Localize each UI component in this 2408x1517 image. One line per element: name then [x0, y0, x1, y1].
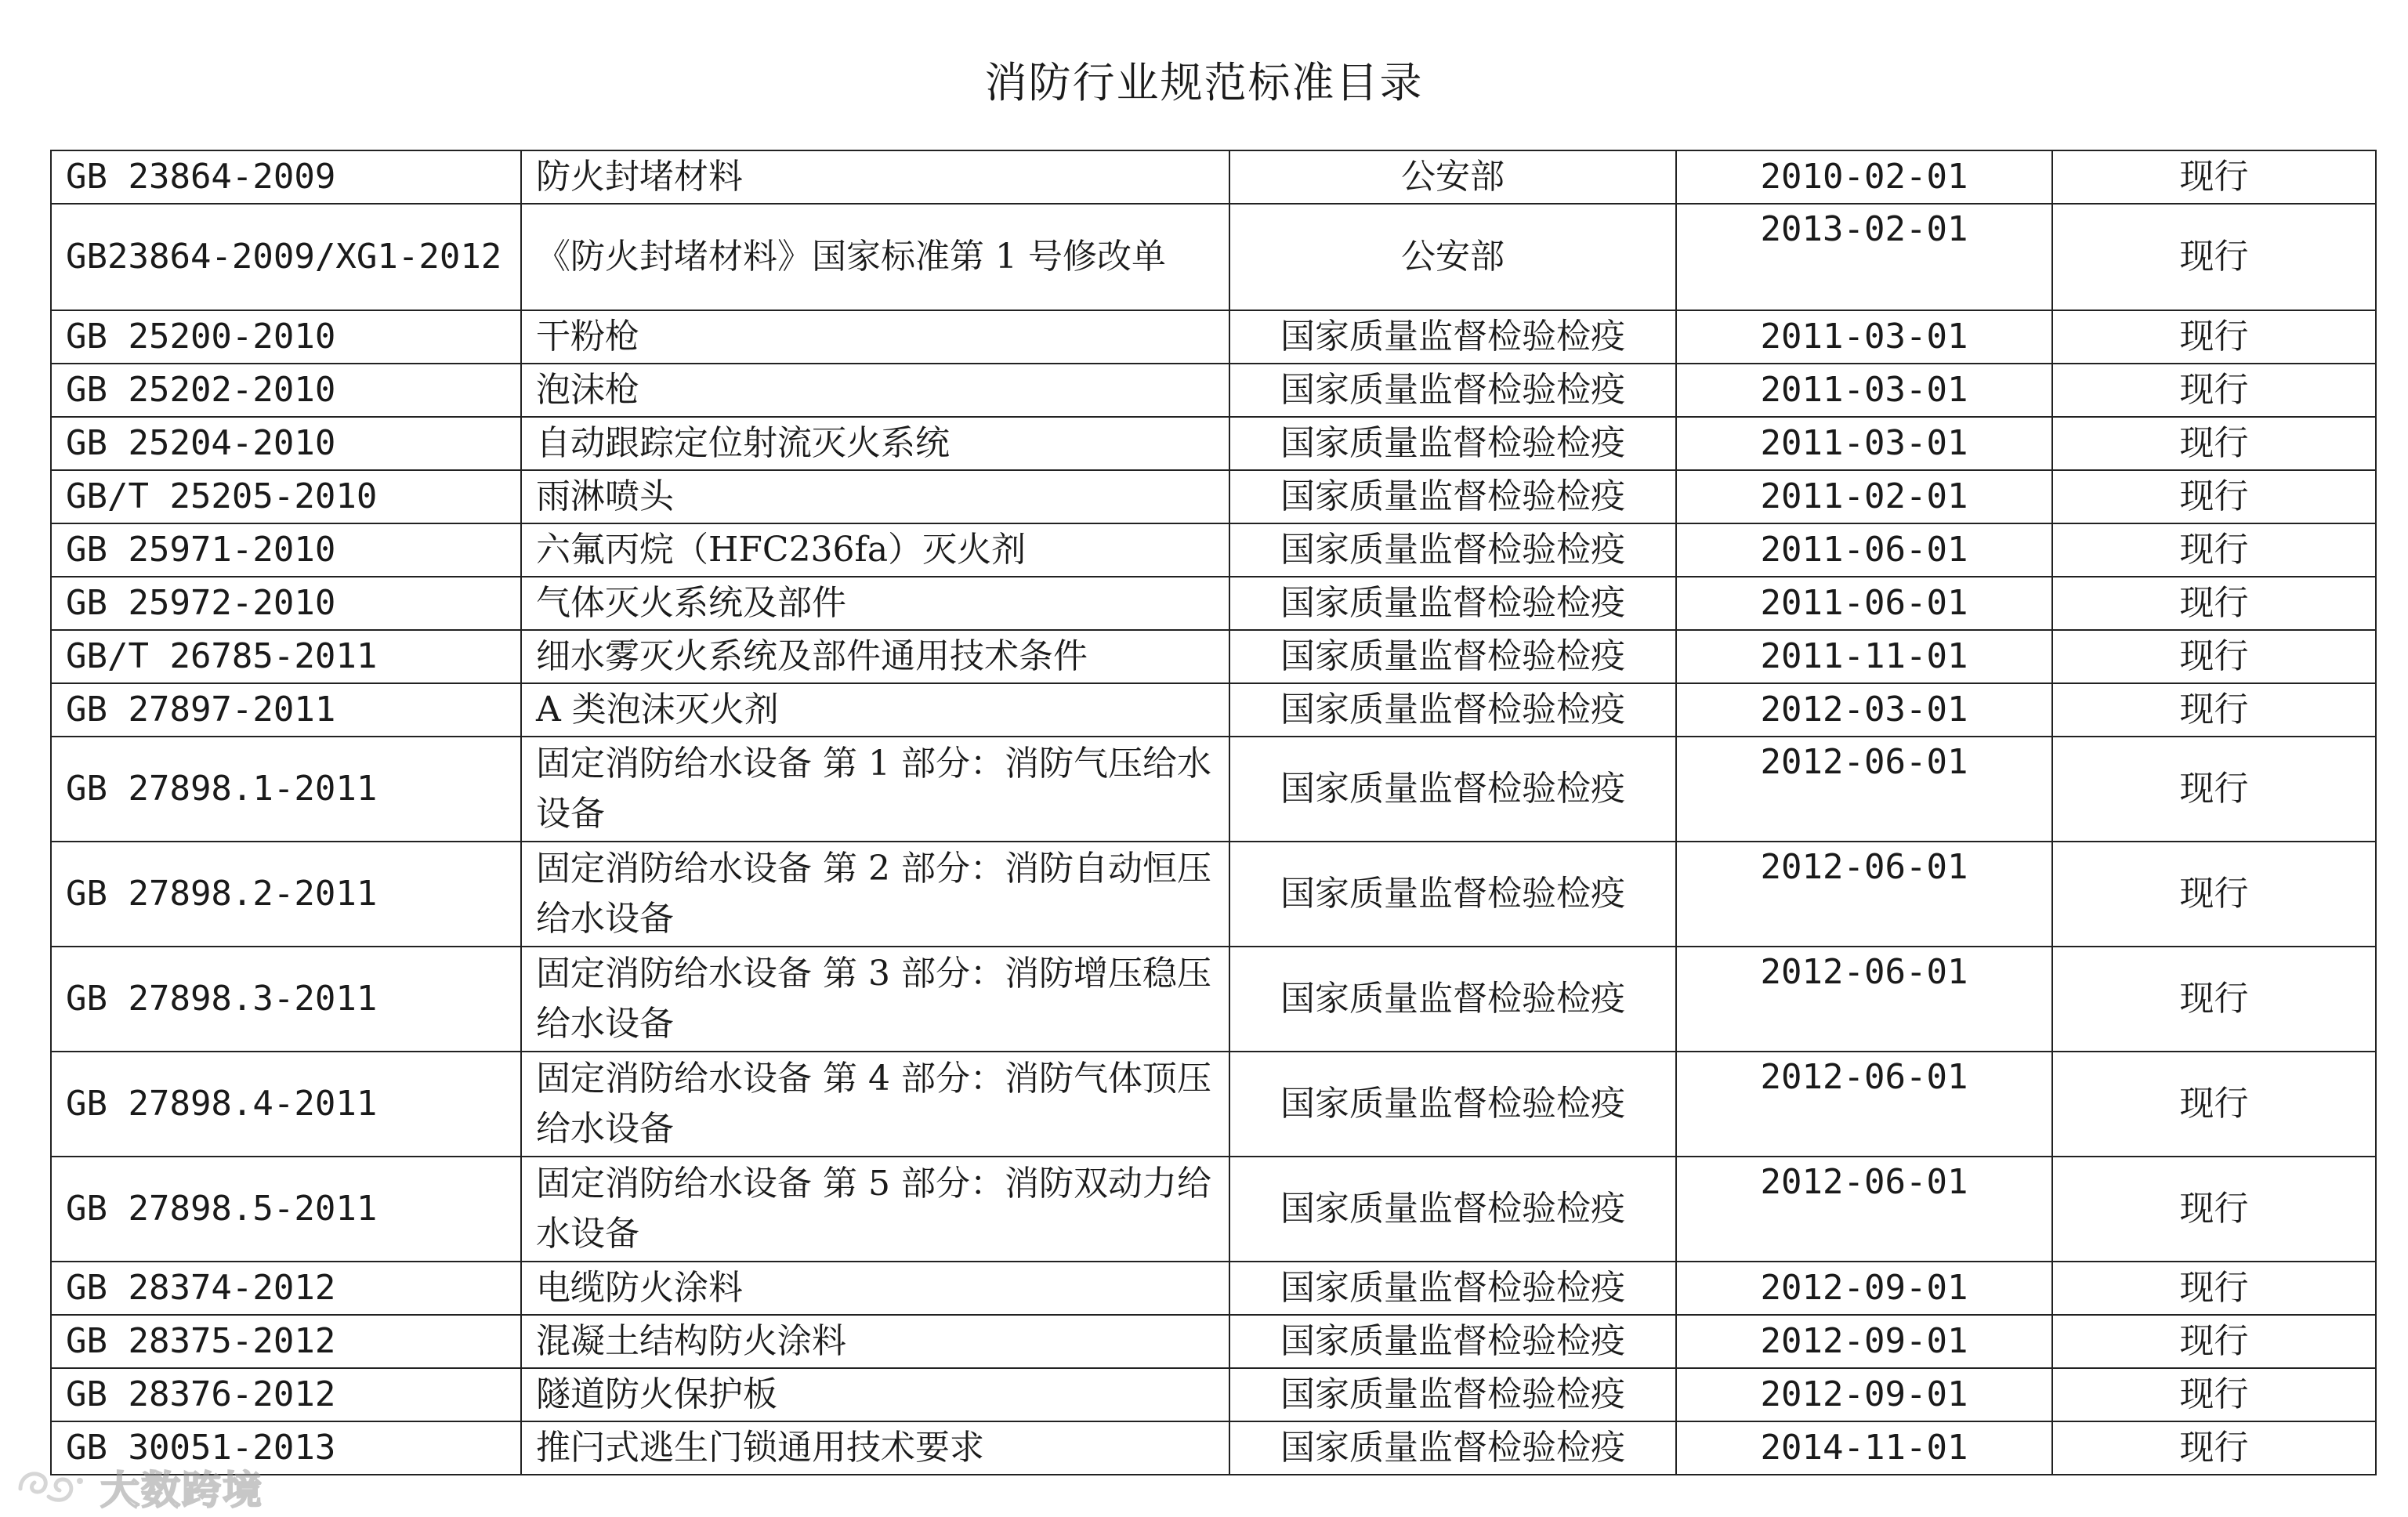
standard-name-cell: 六氟丙烷（HFC236fa）灭火剂: [521, 523, 1229, 577]
standard-code-cell: GB 25972-2010: [51, 577, 521, 630]
status-cell: 现行: [2052, 364, 2376, 417]
effective-date-cell: 2011-02-01: [1676, 470, 2052, 523]
status-cell: 现行: [2052, 683, 2376, 737]
standard-code-cell: GB 25202-2010: [51, 364, 521, 417]
table-row: [51, 577, 2376, 630]
standard-code-cell: GB23864-2009/XG1-2012: [51, 204, 521, 310]
table-row: [51, 310, 2376, 364]
table-row: [51, 1315, 2376, 1368]
standards-table: [50, 150, 2377, 1475]
issuing-department-cell: 国家质量监督检验检疫: [1229, 737, 1676, 842]
table-row: [51, 523, 2376, 577]
standard-name-cell: 电缆防火涂料: [521, 1262, 1229, 1315]
effective-date-cell: 2012-06-01: [1676, 737, 2052, 842]
effective-date-cell: 2012-06-01: [1676, 1052, 2052, 1157]
effective-date-cell: 2012-06-01: [1676, 947, 2052, 1052]
standard-code-cell: GB 28375-2012: [51, 1315, 521, 1368]
table-row: [51, 1052, 2376, 1157]
table-row: [51, 737, 2376, 842]
standard-name-cell: 《防火封堵材料》国家标准第 1 号修改单: [521, 204, 1229, 310]
standard-code-cell: GB/T 25205-2010: [51, 470, 521, 523]
standard-code-cell: GB 23864-2009: [51, 150, 521, 204]
status-cell: 现行: [2052, 1368, 2376, 1421]
standard-code-cell: GB/T 26785-2011: [51, 630, 521, 683]
status-cell: 现行: [2052, 150, 2376, 204]
effective-date-cell: 2012-09-01: [1676, 1368, 2052, 1421]
issuing-department-cell: 国家质量监督检验检疫: [1229, 523, 1676, 577]
issuing-department-cell: 国家质量监督检验检疫: [1229, 1262, 1676, 1315]
status-cell: 现行: [2052, 947, 2376, 1052]
status-cell: 现行: [2052, 737, 2376, 842]
effective-date-cell: 2012-06-01: [1676, 1157, 2052, 1262]
effective-date-cell: 2011-11-01: [1676, 630, 2052, 683]
standard-name-cell: 混凝土结构防火涂料: [521, 1315, 1229, 1368]
status-cell: 现行: [2052, 1421, 2376, 1475]
standard-name-cell: 固定消防给水设备 第 1 部分：消防气压给水设备: [521, 737, 1229, 842]
standard-code-cell: GB 27897-2011: [51, 683, 521, 737]
table-row: [51, 630, 2376, 683]
issuing-department-cell: 国家质量监督检验检疫: [1229, 1315, 1676, 1368]
table-row: [51, 150, 2376, 204]
standard-name-cell: 固定消防给水设备 第 4 部分：消防气体顶压给水设备: [521, 1052, 1229, 1157]
table-row: [51, 1421, 2376, 1475]
standard-code-cell: GB 25200-2010: [51, 310, 521, 364]
issuing-department-cell: 国家质量监督检验检疫: [1229, 842, 1676, 947]
effective-date-cell: 2011-03-01: [1676, 364, 2052, 417]
effective-date-cell: 2012-06-01: [1676, 842, 2052, 947]
standard-code-cell: GB 28376-2012: [51, 1368, 521, 1421]
status-cell: 现行: [2052, 577, 2376, 630]
status-cell: 现行: [2052, 204, 2376, 310]
issuing-department-cell: 国家质量监督检验检疫: [1229, 470, 1676, 523]
status-cell: 现行: [2052, 1052, 2376, 1157]
table-row: [51, 1368, 2376, 1421]
brand-logo-icon: [14, 1465, 89, 1509]
standard-code-cell: GB 27898.4-2011: [51, 1052, 521, 1157]
table-row: [51, 842, 2376, 947]
issuing-department-cell: 公安部: [1229, 150, 1676, 204]
standard-code-cell: GB 27898.2-2011: [51, 842, 521, 947]
table-row: [51, 417, 2376, 470]
effective-date-cell: 2014-11-01: [1676, 1421, 2052, 1475]
status-cell: 现行: [2052, 1315, 2376, 1368]
table-row: [51, 470, 2376, 523]
issuing-department-cell: 国家质量监督检验检疫: [1229, 1421, 1676, 1475]
issuing-department-cell: 国家质量监督检验检疫: [1229, 683, 1676, 737]
status-cell: 现行: [2052, 310, 2376, 364]
issuing-department-cell: 国家质量监督检验检疫: [1229, 364, 1676, 417]
effective-date-cell: 2011-06-01: [1676, 577, 2052, 630]
standard-name-cell: 推闩式逃生门锁通用技术要求: [521, 1421, 1229, 1475]
table-row: [51, 1262, 2376, 1315]
table-row: [51, 1157, 2376, 1262]
standard-name-cell: A 类泡沫灭火剂: [521, 683, 1229, 737]
standard-name-cell: 自动跟踪定位射流灭火系统: [521, 417, 1229, 470]
watermark-text: 大数跨境: [100, 1468, 263, 1513]
effective-date-cell: 2011-03-01: [1676, 417, 2052, 470]
standard-name-cell: 防火封堵材料: [521, 150, 1229, 204]
effective-date-cell: 2012-03-01: [1676, 683, 2052, 737]
issuing-department-cell: 国家质量监督检验检疫: [1229, 1052, 1676, 1157]
issuing-department-cell: 国家质量监督检验检疫: [1229, 310, 1676, 364]
standard-name-cell: 固定消防给水设备 第 3 部分：消防增压稳压给水设备: [521, 947, 1229, 1052]
standard-name-cell: 细水雾灭火系统及部件通用技术条件: [521, 630, 1229, 683]
standard-code-cell: GB 27898.1-2011: [51, 737, 521, 842]
effective-date-cell: 2011-06-01: [1676, 523, 2052, 577]
table-row: [51, 204, 2376, 310]
issuing-department-cell: 国家质量监督检验检疫: [1229, 417, 1676, 470]
standard-code-cell: GB 25204-2010: [51, 417, 521, 470]
issuing-department-cell: 国家质量监督检验检疫: [1229, 947, 1676, 1052]
status-cell: 现行: [2052, 1262, 2376, 1315]
standard-code-cell: GB 30051-2013: [51, 1421, 521, 1475]
standard-code-cell: GB 25971-2010: [51, 523, 521, 577]
effective-date-cell: 2012-09-01: [1676, 1315, 2052, 1368]
standard-code-cell: GB 28374-2012: [51, 1262, 521, 1315]
standard-name-cell: 雨淋喷头: [521, 470, 1229, 523]
standard-name-cell: 隧道防火保护板: [521, 1368, 1229, 1421]
table-row: [51, 947, 2376, 1052]
effective-date-cell: 2011-03-01: [1676, 310, 2052, 364]
standard-code-cell: GB 27898.5-2011: [51, 1157, 521, 1262]
issuing-department-cell: 公安部: [1229, 204, 1676, 310]
page-title: 消防行业规范标准目录: [984, 58, 1424, 107]
issuing-department-cell: 国家质量监督检验检疫: [1229, 630, 1676, 683]
table-row: [51, 364, 2376, 417]
status-cell: 现行: [2052, 470, 2376, 523]
watermark: [14, 1462, 263, 1512]
effective-date-cell: 2013-02-01: [1676, 204, 2052, 310]
standard-code-cell: GB 27898.3-2011: [51, 947, 521, 1052]
status-cell: 现行: [2052, 1157, 2376, 1262]
status-cell: 现行: [2052, 842, 2376, 947]
issuing-department-cell: 国家质量监督检验检疫: [1229, 1368, 1676, 1421]
issuing-department-cell: 国家质量监督检验检疫: [1229, 577, 1676, 630]
standard-name-cell: 干粉枪: [521, 310, 1229, 364]
standard-name-cell: 泡沫枪: [521, 364, 1229, 417]
standards-table-body: [51, 150, 2376, 1475]
standard-name-cell: 固定消防给水设备 第 2 部分：消防自动恒压给水设备: [521, 842, 1229, 947]
standard-name-cell: 气体灭火系统及部件: [521, 577, 1229, 630]
issuing-department-cell: 国家质量监督检验检疫: [1229, 1157, 1676, 1262]
status-cell: 现行: [2052, 523, 2376, 577]
status-cell: 现行: [2052, 417, 2376, 470]
standard-name-cell: 固定消防给水设备 第 5 部分：消防双动力给水设备: [521, 1157, 1229, 1262]
table-row: [51, 683, 2376, 737]
status-cell: 现行: [2052, 630, 2376, 683]
effective-date-cell: 2010-02-01: [1676, 150, 2052, 204]
effective-date-cell: 2012-09-01: [1676, 1262, 2052, 1315]
